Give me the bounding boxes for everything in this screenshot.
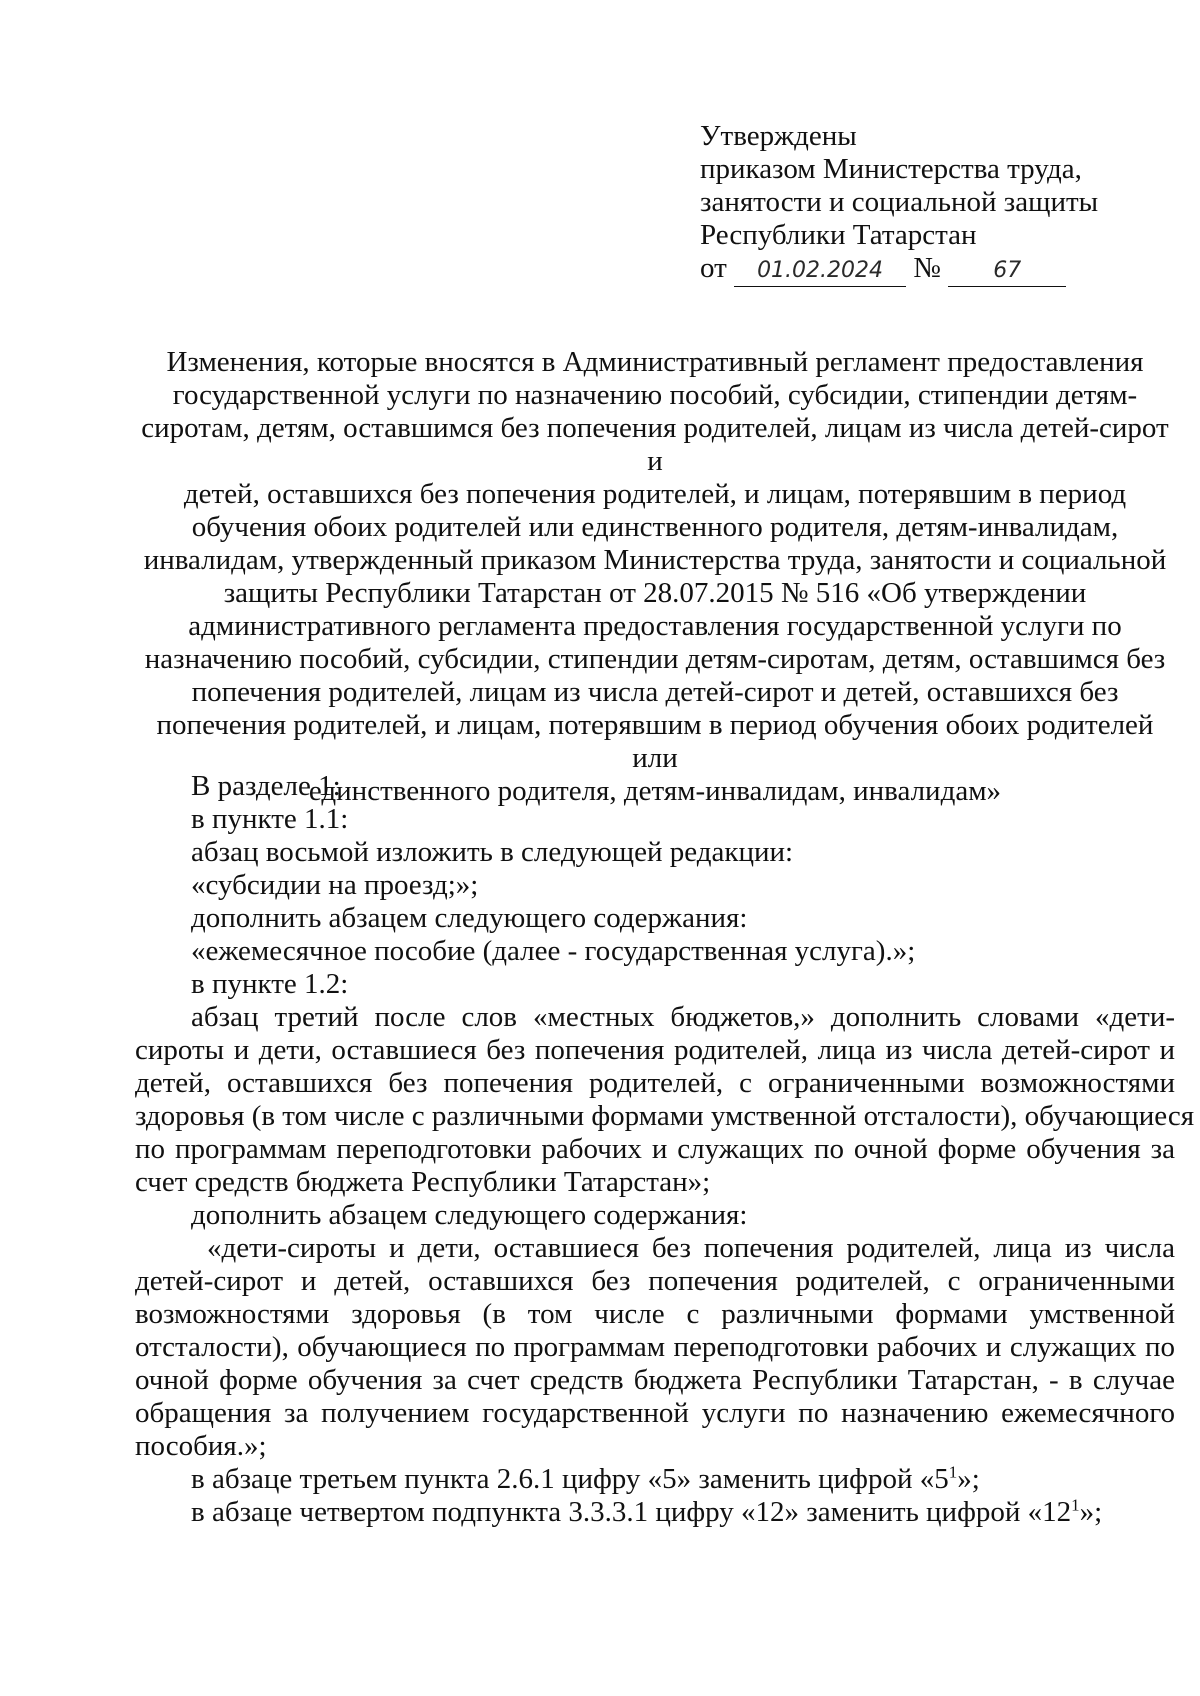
- paragraph-line: детей, оставшихся без попечения родителей, с ограниченными возможностями: [135, 1067, 1175, 1099]
- title-line: инвалидам, утвержденный приказом Министерства труда, занятости и социальной: [143, 544, 1167, 576]
- order-number: 67: [948, 256, 1066, 287]
- body-line: «ежемесячное пособие (далее - государственная услуга).»;: [191, 935, 916, 967]
- title-line: единственного родителя, детям-инвалидам, инвалидам»: [308, 775, 1002, 807]
- paragraph-line: детей-сирот и детей, оставшихся без попечения родителей, с ограниченными: [135, 1265, 1175, 1297]
- title-line: административного регламента предоставления государственной услуги по: [188, 610, 1122, 642]
- paragraph-line: здоровья (в том числе с различными формами умственной отсталости), обучающиеся: [135, 1100, 1195, 1132]
- body-line: абзац восьмой изложить в следующей редакции:: [191, 836, 794, 868]
- body-text: »;: [1079, 1496, 1103, 1528]
- title-line: сиротам, детям, оставшимся без попечения родителей, лицам из числа детей-сирот и: [141, 412, 1169, 477]
- body-line: дополнить абзацем следующего содержания:: [191, 902, 748, 934]
- approval-order-line: [700, 252, 1120, 287]
- title-line: детей, оставшихся без попечения родителей, и лицам, потерявшим в период: [183, 478, 1127, 510]
- superscript: 1: [1071, 1495, 1080, 1515]
- paragraph-line: абзац третий после слов «местных бюджетов,» дополнить словами «дети-: [191, 1001, 1175, 1033]
- order-date: 01.02.2024: [734, 256, 906, 287]
- body-line: в пункте 1.2:: [191, 968, 349, 1000]
- paragraph-line: пособия.»;: [135, 1430, 267, 1462]
- document-title: [135, 346, 1175, 808]
- number-label: №: [913, 252, 941, 284]
- body-text: в абзаце третьем пункта 2.6.1 цифру «5» заменить цифрой «5: [191, 1463, 949, 1495]
- body-line: дополнить абзацем следующего содержания:: [191, 1199, 748, 1231]
- approval-line: занятости и социальной защиты: [700, 186, 1099, 218]
- title-line: государственной услуги по назначению пособий, субсидии, стипендии детям-: [172, 379, 1138, 411]
- title-line: защиты Республики Татарстан от 28.07.2015 № 516 «Об утверждении: [223, 577, 1087, 609]
- paragraph-line: обращения за получением государственной услуги по назначению ежемесячного: [135, 1397, 1175, 1429]
- paragraph-line: отсталости), обучающиеся по программам переподготовки рабочих и служащих по: [135, 1331, 1175, 1363]
- title-line: попечения родителей, и лицам, потерявшим в период обучения обоих родителей или: [156, 709, 1154, 774]
- paragraph-line: сироты и дети, оставшиеся без попечения родителей, лица из числа детей-сирот и: [135, 1034, 1175, 1066]
- paragraph-line: возможностями здоровья (в том числе с различными формами умственной: [135, 1298, 1175, 1330]
- approval-line: Утверждены: [700, 120, 857, 152]
- body-line: В разделе 1:: [191, 770, 341, 802]
- title-line: Изменения, которые вносятся в Административный регламент предоставления: [166, 346, 1144, 378]
- body-text: в абзаце четвертом подпункта 3.3.3.1 цифру «12» заменить цифрой «12: [191, 1496, 1072, 1528]
- body-line: [135, 1463, 1175, 1496]
- paragraph-line: очной форме обучения за счет средств бюджета Республики Татарстан, - в случае: [135, 1364, 1175, 1396]
- document-body: [135, 770, 1195, 1529]
- paragraph-line: «дети-сироты и дети, оставшиеся без попечения родителей, лица из числа: [207, 1232, 1175, 1264]
- body-line: в пункте 1.1:: [191, 803, 349, 835]
- approval-block: [700, 120, 1120, 287]
- body-line: «субсидии на проезд;»;: [191, 869, 479, 901]
- from-label: от: [700, 252, 727, 284]
- superscript: 1: [948, 1462, 958, 1482]
- title-line: попечения родителей, лицам из числа детей-сирот и детей, оставшихся без: [191, 676, 1119, 708]
- approval-line: Республики Татарстан: [700, 219, 977, 251]
- body-line: [135, 1496, 1175, 1529]
- title-line: обучения обоих родителей или единственного родителя, детям-инвалидам,: [191, 511, 1119, 543]
- approval-line: приказом Министерства труда,: [700, 153, 1082, 185]
- paragraph-line: счет средств бюджета Республики Татарстан»;: [135, 1166, 711, 1198]
- paragraph-line: по программам переподготовки рабочих и служащих по очной форме обучения за: [135, 1133, 1175, 1165]
- title-line: назначению пособий, субсидии, стипендии детям-сиротам, детям, оставшимся без: [144, 643, 1166, 675]
- body-text: »;: [957, 1463, 980, 1495]
